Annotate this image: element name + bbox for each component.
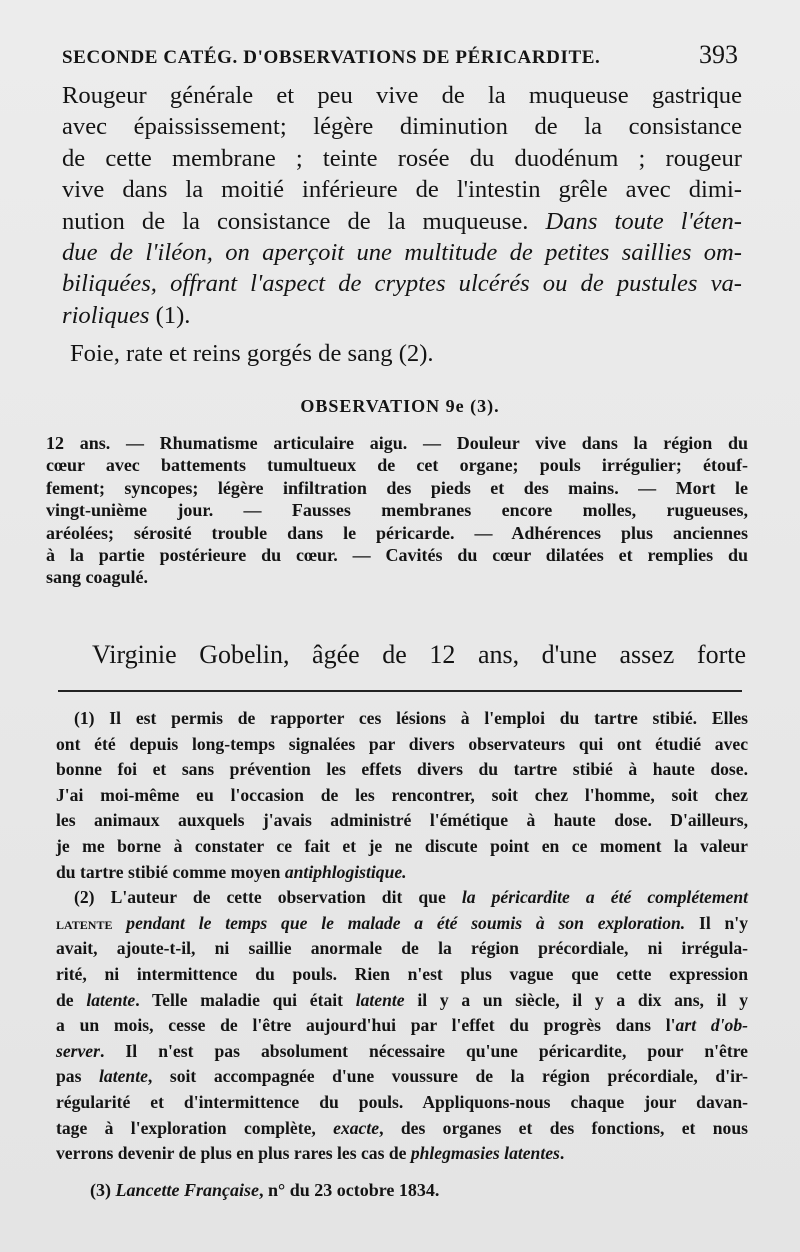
foie-line: Foie, rate et reins gorgés de sang (2). xyxy=(70,340,434,367)
italic-text: Dans toute l'éten- xyxy=(545,207,742,235)
observation-title: OBSERVATION 9e (3). xyxy=(300,396,500,416)
text-line: de cette membrane ; teinte rosée du duodénum ; rougeur xyxy=(62,144,742,172)
text-line: due de l'iléon, on aperçoit une multitude de petites saillies om- xyxy=(62,239,742,267)
summary-line: fement; syncopes; légère infiltration des pieds et des mains. — Mort le xyxy=(46,477,748,498)
footnotes xyxy=(56,706,748,1167)
note-line: ont été depuis long-temps signalées par divers observateurs qui ont étudié avec xyxy=(56,733,748,754)
footnote-3: (3) Lancette Française, n° du 23 octobre 1834. xyxy=(90,1180,440,1200)
running-title: SECONDE CATÉG. D'OBSERVATIONS DE PÉRICARDITE. xyxy=(62,47,601,68)
text-line: biliquées, offrant l'aspect de cryptes ulcérés ou de pustules va- xyxy=(62,270,742,298)
note-line: tage à l'exploration complète, exacte, des organes et des fonctions, et nous xyxy=(56,1117,748,1138)
page-header xyxy=(62,40,738,70)
note-line: a un mois, cesse de l'être aujourd'hui par l'effet du progrès dans l'art d'ob- xyxy=(56,1015,748,1036)
note-line: de latente. Telle maladie qui était latente il y a un siècle, il y a dix ans, il y xyxy=(56,989,748,1010)
text-line: nution de la consistance de la muqueuse. Dans toute l'éten- xyxy=(62,207,742,235)
note-line: je me borne à constater ce fait et je ne discute point en ce moment la valeur xyxy=(56,835,748,856)
summary-line: à la partie postérieure du cœur. — Cavités du cœur dilatées et remplies du xyxy=(46,545,748,566)
note-line: avait, ajoute-t-il, ni saillie anormale de la région précordiale, ni irrégula- xyxy=(56,938,748,959)
summary-line: vingt-unième jour. — Fausses membranes encore molles, rugueuses, xyxy=(46,500,748,521)
text-line: vive dans la moitié inférieure de l'intestin grêle avec dimi- xyxy=(62,176,742,204)
note-line: pas latente, soit accompagnée d'une voussure de la région précordiale, d'ir- xyxy=(56,1066,749,1087)
note-line: les animaux auxquels j'avais administré l'émétique à haute dose. D'ailleurs, xyxy=(56,810,748,831)
note-line: latente pendant le temps que le malade a été soumis à son exploration. Il n'y xyxy=(56,912,748,933)
note-line: régularité et d'intermittence du pouls. Appliquons-nous chaque jour davan- xyxy=(56,1091,748,1112)
text-line: rioliques (1). xyxy=(62,301,191,329)
note-line: du tartre stibié comme moyen antiphlogistique. xyxy=(56,861,407,882)
text-line: avec épaississement; légère diminution de la consistance xyxy=(62,113,742,141)
note-line: server. Il n'est pas absolument nécessaire qu'une péricardite, pour n'être xyxy=(56,1040,748,1061)
observation-summary xyxy=(46,432,748,589)
body-text-start: Virginie Gobelin, âgée de 12 ans, d'une assez forte xyxy=(92,640,746,669)
page-number: 393 xyxy=(699,40,738,69)
summary-line: sang coagulé. xyxy=(46,567,149,588)
summary-line: aréolées; sérosité trouble dans le péricarde. — Adhérences plus anciennes xyxy=(46,522,748,543)
note-line: rité, ni intermittence du pouls. Rien n'est plus vague que cette expression xyxy=(56,963,748,984)
note-line: verrons devenir de plus en plus rares les cas de phlegmasies latentes. xyxy=(56,1143,565,1164)
main-paragraph xyxy=(62,80,742,331)
note-line: (1) Il est permis de rapporter ces lésions à l'emploi du tartre stibié. Elles xyxy=(74,708,748,728)
note-line: J'ai moi-même eu l'occasion de les rencontrer, soit chez l'homme, soit chez xyxy=(56,784,748,805)
summary-line: cœur avec battements tumultueux de cet organe; pouls irrégulier; étouf- xyxy=(46,455,748,476)
note-line: (2) L'auteur de cette observation dit que la péricardite a été complétement xyxy=(74,887,748,908)
footnote-rule xyxy=(58,690,742,692)
text-line: Rougeur générale et peu vive de la muqueuse gastrique xyxy=(62,82,742,109)
summary-line: 12 ans. — Rhumatisme articulaire aigu. — Douleur vive dans la région du xyxy=(46,433,748,453)
note-line: bonne foi et sans prévention les effets divers du tartre stibié à haute dose. xyxy=(56,759,748,780)
